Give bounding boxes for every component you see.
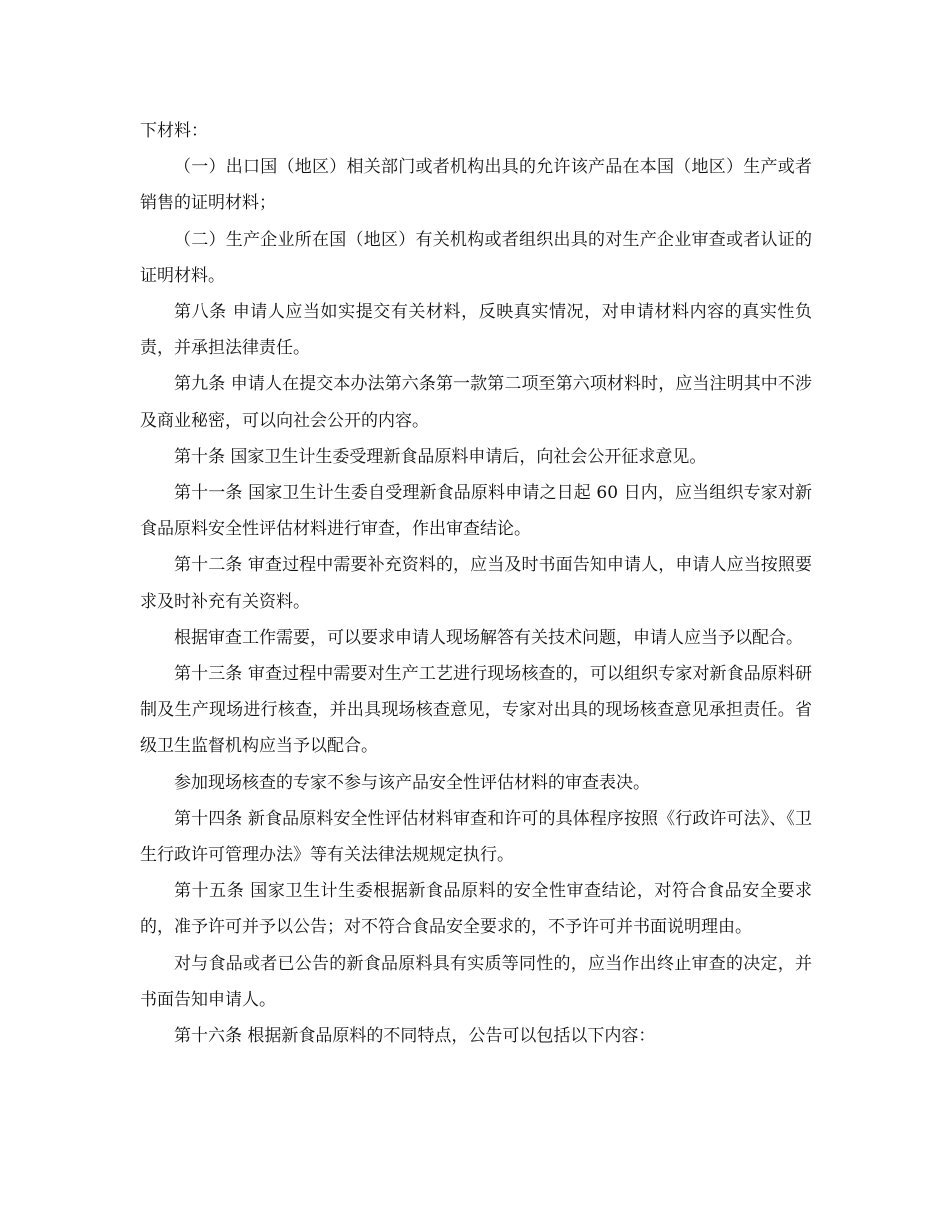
document-body [140,113,812,1054]
article-16: 第十六条 根据新食品原料的不同特点，公告可以包括以下内容： [174,1026,656,1047]
article-14: 第十四条 新食品原料安全性评估材料审查和许可的具体程序按照《行政许可法》、《卫生行政许可管理办法》等有关法律法规规定执行。 [140,808,812,866]
paragraph-continuation: 下材料： [140,121,208,141]
article-11: 第十一条 国家卫生计生委自受理新食品原料申请之日起 60 日内，应当组织专家对新食品原料安全性评估材料进行审查，作出审查结论。 [140,483,812,540]
article-9: 第九条 申请人在提交本办法第六条第一款第二项至第六项材料时，应当注明其中不涉及商业秘密，可以向社会公开的内容。 [140,374,812,431]
paragraph-item-2: （二）生产企业所在国（地区）有关机构或者组织出具的对生产企业审查或者认证的证明材料。 [140,229,812,286]
article-13-paragraph-2: 参加现场核查的专家不参与该产品安全性评估材料的审查表决。 [174,772,650,793]
article-12-paragraph-2: 根据审查工作需要，可以要求申请人现场解答有关技术问题，申请人应当予以配合。 [174,627,803,648]
article-8: 第八条 申请人应当如实提交有关材料，反映真实情况，对申请材料内容的真实性负责，并承担法律责任。 [140,302,812,359]
article-12: 第十二条 审查过程中需要补充资料的，应当及时书面告知申请人，申请人应当按照要求及时补充有关资料。 [140,555,812,612]
article-15-paragraph-2: 对与食品或者已公告的新食品原料具有实质等同性的，应当作出终止审查的决定，并书面告知申请人。 [140,953,812,1010]
article-15: 第十五条 国家卫生计生委根据新食品原料的安全性审查结论，对符合食品安全要求的，准予许可并予以公告；对不符合食品安全要求的，不予许可并书面说明理由。 [140,881,812,938]
article-13: 第十三条 审查过程中需要对生产工艺进行现场核查的，可以组织专家对新食品原料研制及生产现场进行核查，并出具现场核查意见，专家对出具的现场核查意见承担责任。省级卫生监督机构应当予以配合。 [140,664,812,757]
paragraph-item-1: （一）出口国（地区）相关部门或者机构出具的允许该产品在本国（地区）生产或者销售的证明材料； [140,157,812,214]
article-10: 第十条 国家卫生计生委受理新食品原料申请后，向社会公开征求意见。 [174,446,707,467]
